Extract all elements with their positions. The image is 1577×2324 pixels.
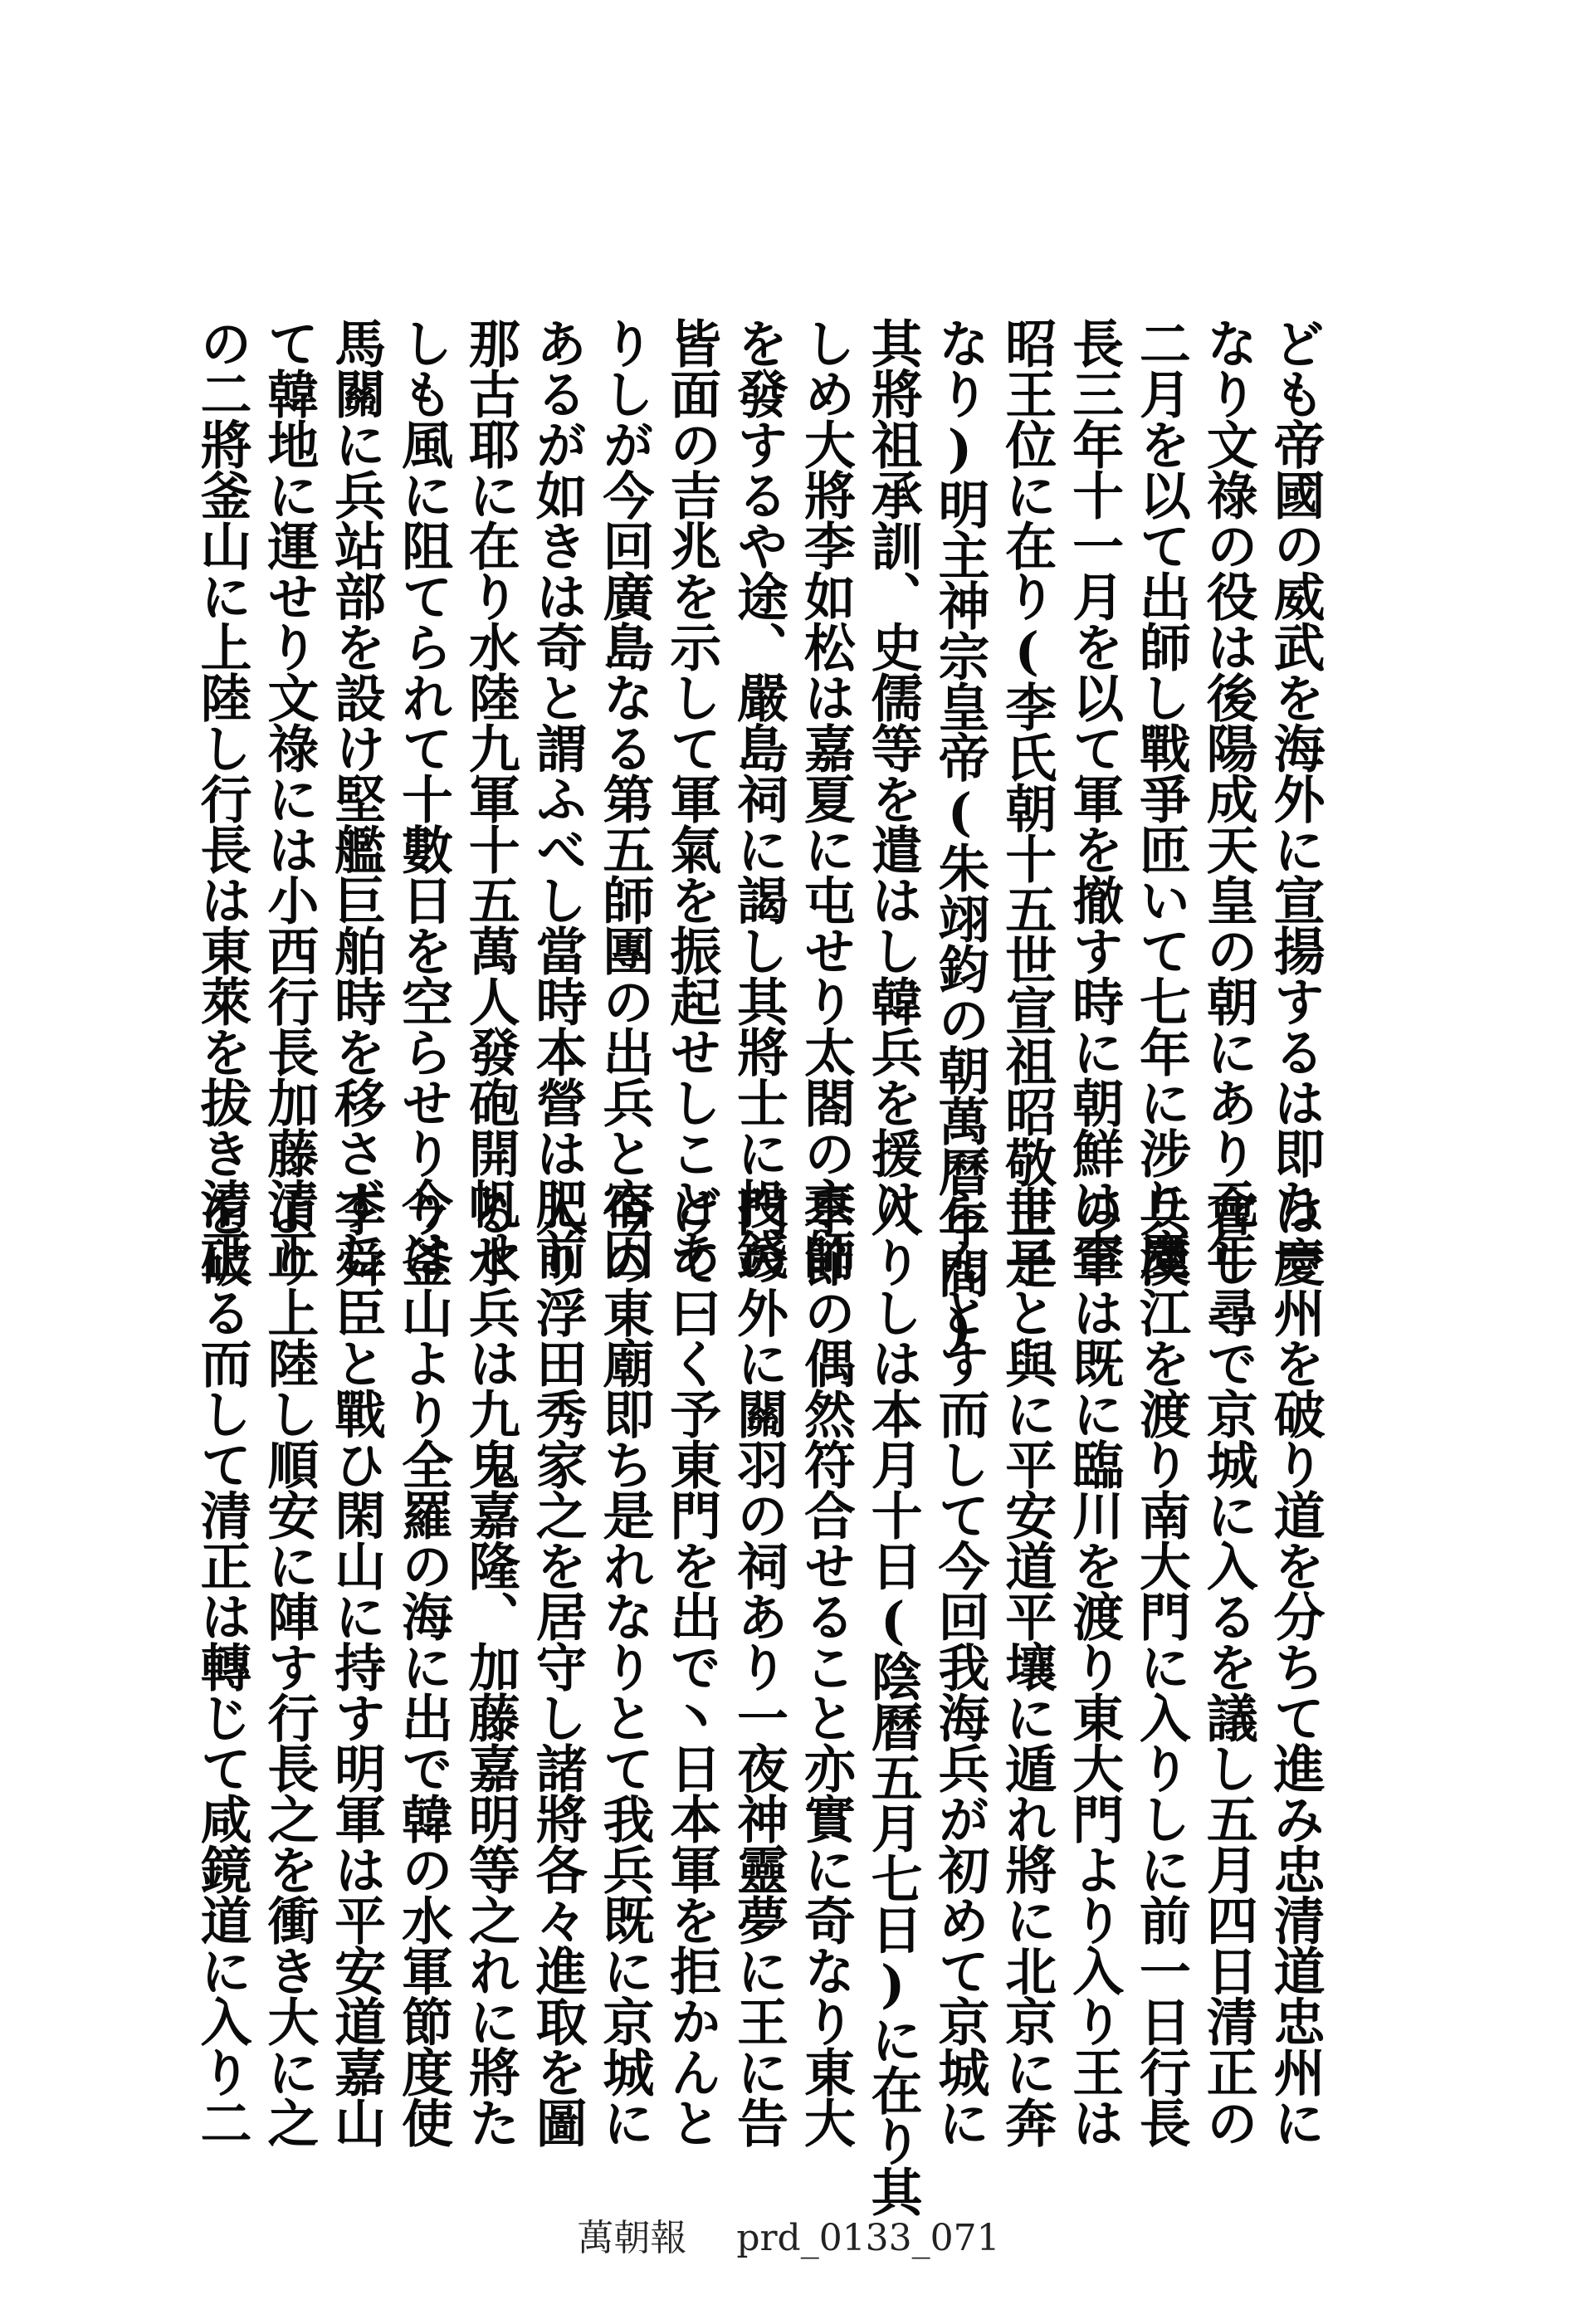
text-column: の軍は既に臨川を渡り東大門より入り王は — [1063, 1185, 1125, 2147]
text-column: を破る而して清正は轉じて咸鏡道に入り二 — [192, 1185, 252, 2147]
text-column: しも風に阻てられて十數日を空らせり今は — [393, 317, 454, 1279]
text-column: りしが今回廣島なる第五師團の出兵と宿因 — [593, 317, 655, 1279]
text-column: 其將祖承訓、史儒等を遣はし韓兵を援け — [862, 317, 924, 1228]
text-column: より上陸し順安に陣す行長之を衝き大に之 — [258, 1185, 320, 2147]
text-column: 入り浮田秀家之を居守し諸將各々進取を圖 — [527, 1185, 588, 2147]
text-column: らんとす而して今回我海兵が初めて京城に — [929, 1185, 990, 2147]
text-column: は慶州を破り道を分ちて進み忠清道忠州に — [1265, 1185, 1326, 2147]
text-column: 那古耶に在り水陸九軍十五萬人發砲開帆せ — [460, 317, 521, 1279]
text-column: 門の外に關羽の祠あり一夜神靈夢に王に告 — [728, 1185, 789, 2147]
text-column: なり)明主神宗皇帝(朱翊鈞の朝萬曆年間) — [929, 317, 990, 1357]
text-column: て韓地に運せり文祿には小西行長加藤清正 — [258, 317, 320, 1279]
text-column: 入りしは本月十日(陰曆五月七日)に在り其 — [862, 1185, 924, 2216]
text-column: 季節の偶然符合せること亦實に奇なり東大 — [795, 1185, 857, 2147]
text-column: 長三年十一月を以て軍を撤す時に朝鮮は李 — [1063, 317, 1125, 1279]
text-column: なり文祿の役は後陽成天皇の朝にあり元年 — [1198, 317, 1259, 1279]
text-column: 馬關に兵站部を設け堅艦巨舶時を移さずし — [325, 317, 387, 1279]
text-column: 世子と與に平安道平壤に遁れ將に北京に奔 — [996, 1185, 1057, 2147]
page-footer — [0, 2208, 1577, 2261]
text-column: 皆面の吉兆を示して軍氣を振起せしことあ — [661, 317, 722, 1279]
text-column: り釜山より全羅の海に出で韓の水軍節度使 — [393, 1185, 454, 2147]
text-column: 二月を以て出師し戰爭匝いて七年に涉り慶 — [1130, 317, 1192, 1279]
page-id: prd_0133_071 — [736, 2217, 1000, 2259]
text-column: ども帝國の威武を海外に宣揚するは即ち一 — [1265, 317, 1326, 1279]
text-column: 昭王位に在り(李氏朝十五世宣祖昭敬王是 — [996, 317, 1057, 1288]
text-column: る水兵は九鬼嘉隆、加藤嘉明等之れに將た — [460, 1185, 521, 2147]
text-column: を發するや途、嚴島祠に謁し其將士に投錢 — [728, 317, 789, 1279]
text-column: の二將釜山に上陸し行長は東萊を拔き清正 — [192, 317, 252, 1279]
text-column: 今の東廟即ち是れなりとて我兵既に京城に — [593, 1185, 655, 2147]
publication-name: 萬朝報 — [577, 2217, 687, 2259]
text-column: 會し尋で京城に入るを議し五月四日清正の — [1198, 1185, 1259, 2147]
text-column: しめ大將李如松は嘉夏に屯せり太閤の京師 — [795, 317, 857, 1279]
text-block-upper — [192, 317, 1326, 1357]
text-column: 李舜臣と戰ひ閑山に持す明軍は平安道嘉山 — [325, 1185, 387, 2147]
text-column: げて曰く予東門を出で丶日本軍を拒かんと — [661, 1185, 722, 2147]
text-column: あるが如きは奇と謂ふべし當時本營は肥前 — [527, 317, 588, 1279]
text-block-lower — [192, 1185, 1326, 2216]
text-column: 兵漢江を渡り南大門に入りしに前一日行長 — [1130, 1185, 1192, 2147]
